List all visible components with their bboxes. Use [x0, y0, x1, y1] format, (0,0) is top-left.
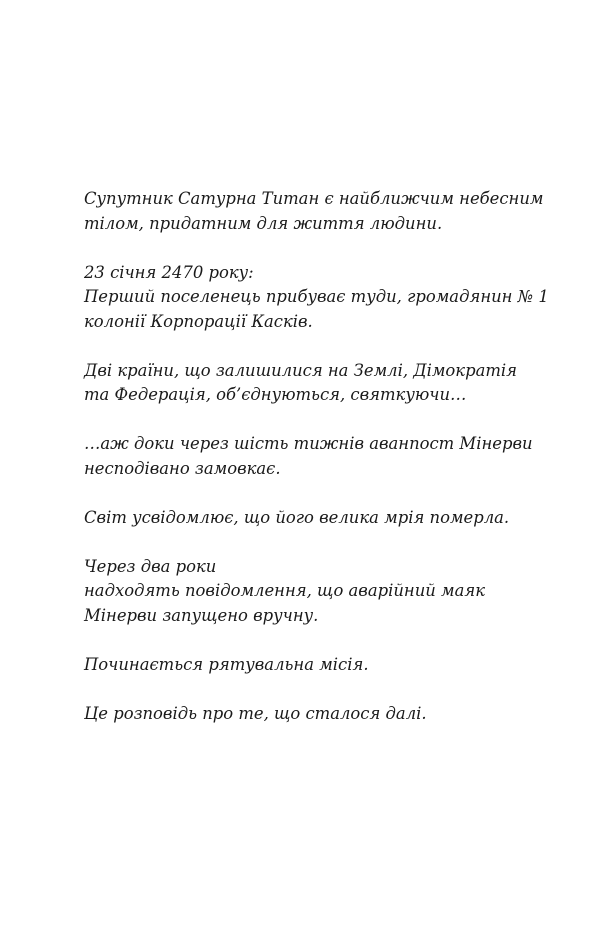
paragraph-beacon [84, 555, 554, 629]
text-line: …аж доки через шість тижнів аванпост Мінерви [84, 434, 533, 453]
paragraph-dream-died [84, 506, 554, 531]
paragraph-first-settler [84, 261, 554, 335]
epigraph-text [84, 187, 554, 751]
text-line: та Федерація, об’єднуються, святкуючи… [84, 385, 467, 404]
text-line: несподівано замовкає. [84, 458, 281, 478]
text-line: колонії Корпорації Касків. [84, 311, 313, 331]
paragraph-titan [84, 187, 554, 236]
text-line: Починається рятувальна місія. [84, 654, 369, 674]
text-line: тілом, придатним для життя людини. [84, 213, 443, 233]
text-line: Це розповідь про те, що сталося далі. [84, 703, 427, 723]
text-line: Мінерви запущено вручну. [84, 605, 319, 625]
text-line: Світ усвідомлює, що його велика мрія померла. [84, 507, 510, 527]
paragraph-rescue-mission [84, 653, 554, 678]
text-line: Дві країни, що залишилися на Землі, Дімократія [84, 360, 517, 380]
paragraph-story [84, 702, 554, 727]
text-line: Перший поселенець прибуває туди, громадянин № 1 [84, 287, 549, 306]
text-line: Через два роки [84, 556, 217, 576]
paragraph-outpost-silent [84, 432, 554, 481]
text-line: надходять повідомлення, що аварійний маяк [84, 581, 486, 600]
text-line: Супутник Сатурна Титан є найближчим небесним [84, 189, 544, 208]
paragraph-two-countries [84, 359, 554, 408]
text-line: 23 січня 2470 року: [84, 262, 254, 282]
